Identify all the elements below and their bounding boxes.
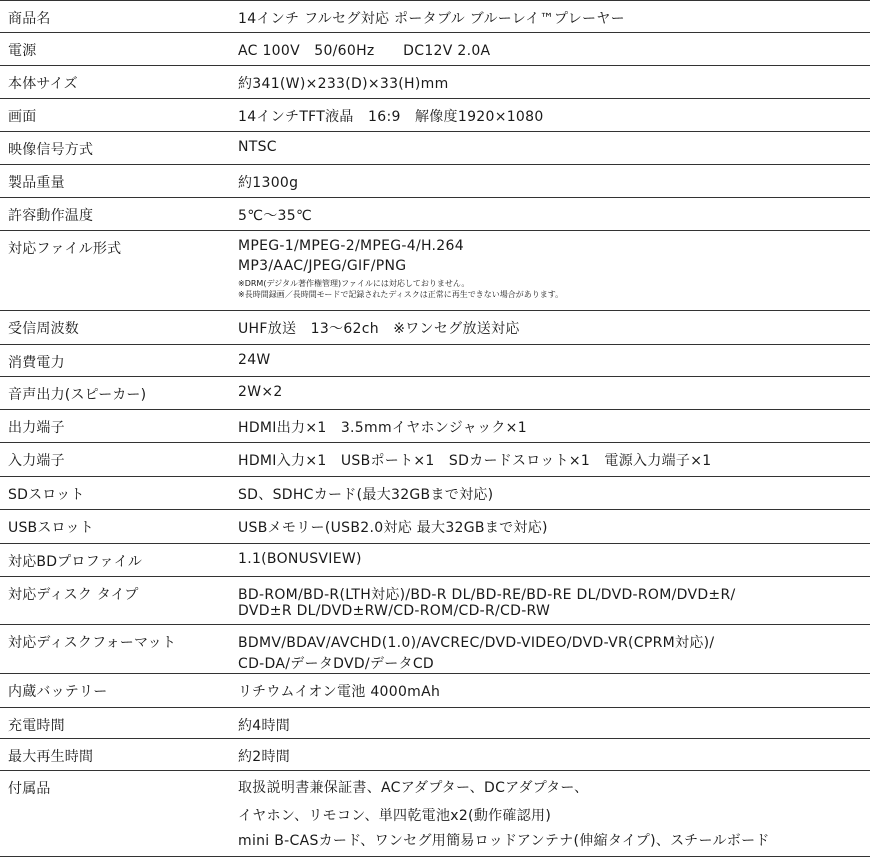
spec-value: 約1300g [238,175,299,191]
spec-row [0,410,870,443]
spec-value: 取扱説明書兼保証書、ACアダプター、DCアダプター、 [238,780,589,796]
spec-row [0,708,870,739]
spec-value: USBメモリー(USB2.0対応 最大32GBまで対応) [238,520,548,536]
spec-row [0,132,870,165]
spec-value: HDMI出力×1 3.5mmイヤホンジャック×1 [238,420,527,436]
spec-row [0,345,870,377]
spec-value: BD-ROM/BD-R(LTH対応)/BD-R DL/BD-RE/BD-RE DL/DVD-ROM/DVD±R/ [238,587,736,603]
spec-row [0,377,870,410]
spec-row [0,544,870,577]
spec-label: USBスロット [8,520,94,536]
spec-label: 商品名 [8,11,51,27]
spec-value: BDMV/BDAV/AVCHD(1.0)/AVCREC/DVD-VIDEO/DVD-VR(CPRM対応)/ [238,635,715,651]
spec-value: 1.1(BONUSVIEW) [238,551,362,567]
spec-label: 充電時間 [8,718,65,734]
spec-note: ※長時間録画／長時間モードで記録されたディスクは正常に再生できない場合があります。 [238,290,564,299]
spec-value: 24W [238,352,271,368]
spec-row [0,771,870,857]
spec-label: 電源 [8,43,37,59]
spec-value: 約4時間 [238,718,291,734]
spec-row [0,739,870,771]
spec-value: 約341(W)×233(D)×33(H)mm [238,76,449,92]
spec-label: 画面 [8,109,37,125]
spec-value: イヤホン、リモコン、単四乾電池x2(動作確認用) [238,808,552,824]
spec-row [0,99,870,132]
spec-note: ※DRM(デジタル著作権管理)ファイルには対応しておりません。 [238,279,470,288]
spec-value: CD-DA/データDVD/データCD [238,656,434,672]
spec-label: 本体サイズ [8,76,78,92]
spec-label: 出力端子 [8,420,65,436]
spec-value: MPEG-1/MPEG-2/MPEG-4/H.264 [238,238,464,254]
spec-row [0,443,870,477]
spec-value: 14インチTFT液晶 16:9 解像度1920×1080 [238,109,544,125]
spec-row [0,66,870,99]
spec-value: 5℃〜35℃ [238,208,312,224]
spec-label: 対応ファイル形式 [8,241,122,257]
spec-label: 入力端子 [8,453,65,469]
spec-value: 14インチ フルセグ対応 ポータブル ブルーレイ™プレーヤー [238,11,625,27]
spec-label: 消費電力 [8,355,65,371]
spec-label: 付属品 [8,781,51,797]
spec-value: リチウムイオン電池 4000mAh [238,684,441,700]
spec-row [0,33,870,66]
spec-label: 受信周波数 [8,321,79,337]
spec-value: NTSC [238,139,277,155]
spec-row [0,510,870,544]
spec-value: DVD±R DL/DVD±RW/CD-ROM/CD-R/CD-RW [238,603,551,619]
spec-label: 内蔵バッテリー [8,684,108,700]
spec-row [0,0,870,33]
spec-label: 対応ディスクフォーマット [8,635,177,651]
spec-value: AC 100V 50/60Hz DC12V 2.0A [238,43,491,59]
spec-label: 製品重量 [8,175,65,191]
spec-label: 最大再生時間 [8,749,94,765]
spec-row [0,231,870,311]
spec-label: 音声出力(スピーカー) [8,387,147,403]
spec-row [0,311,870,345]
spec-label: SDスロット [8,487,85,503]
spec-value: 約2時間 [238,749,291,765]
spec-value: 2W×2 [238,384,283,400]
spec-label: 対応BDプロファイル [8,554,143,570]
spec-value: HDMI入力×1 USBポート×1 SDカードスロット×1 電源入力端子×1 [238,453,712,469]
spec-value: SD、SDHCカード(最大32GBまで対応) [238,487,494,503]
spec-label: 映像信号方式 [8,142,94,158]
spec-row [0,625,870,674]
spec-value: MP3/AAC/JPEG/GIF/PNG [238,258,407,274]
spec-row [0,477,870,510]
spec-value: mini B-CASカード、ワンセグ用簡易ロッドアンテナ(伸縮タイプ)、スチールボード [238,833,770,849]
spec-label: 対応ディスク タイプ [8,587,139,603]
spec-row [0,674,870,708]
spec-label: 許容動作温度 [8,208,94,224]
spec-value: UHF放送 13〜62ch ※ワンセグ放送対応 [238,321,520,337]
spec-row [0,198,870,231]
spec-row [0,165,870,198]
spec-row [0,577,870,625]
